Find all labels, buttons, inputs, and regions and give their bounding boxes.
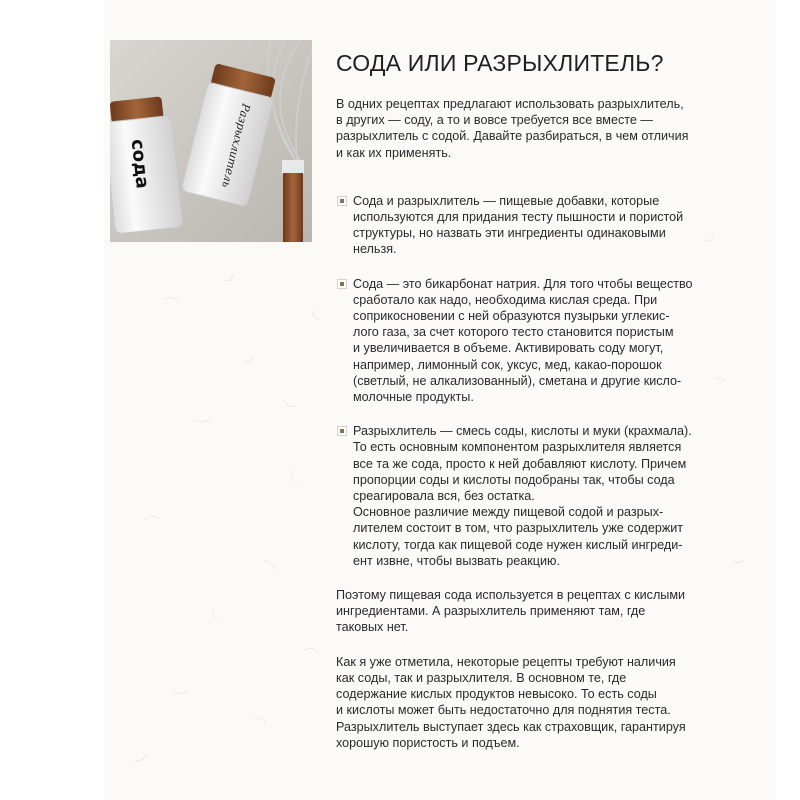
soda-jars-photo: [110, 40, 312, 242]
text-line: Поэтому пищевая сода используется в рецептах с кислыми: [336, 588, 686, 603]
text-line: в других — соду, а то и вовсе требуется все вместе —: [336, 113, 653, 128]
text-line: сработало как надо, необходима кислая среда. При: [353, 292, 658, 307]
text-line: нельзя.: [353, 242, 397, 257]
bullet-square-icon: [337, 196, 347, 206]
text-line: все та же сода, просто к ней добавляют кислоту. Причем: [353, 456, 687, 471]
final-paragraph: [336, 654, 696, 751]
text-line: Сода и разрыхлитель — пищевые добавки, которые: [353, 193, 660, 208]
text-line: среагировала вся, без остатка.: [353, 489, 535, 504]
intro-paragraph: [336, 96, 696, 161]
article-body: [336, 96, 696, 769]
text-line: например, лимонный сок, уксус, мед, какао-порошок: [353, 357, 662, 372]
text-line: разрыхлитель с содой. Давайте разбираться, в чем отличия: [336, 129, 689, 144]
text-line: молочные продукты.: [353, 390, 474, 405]
text-line: структуры, но назвать эти ингредиенты одинаковыми: [353, 226, 666, 241]
bullet-item: [336, 423, 696, 569]
text-line: соприкосновении с ней образуются пузырьки углекис-: [353, 309, 670, 324]
text-line: используются для придания тесту пышности и пористой: [353, 210, 684, 225]
text-line: Сода — это бикарбонат натрия. Для того чтобы вещество: [353, 276, 693, 291]
bullet-item: [336, 193, 696, 258]
text-line: Разрыхлитель — смесь соды, кислоты и муки (крахмала).: [353, 424, 692, 439]
text-line: лого газа, за счет которого тесто становится пористым: [353, 325, 674, 340]
text-line: В одних рецептах предлагают использовать разрыхлитель,: [336, 97, 684, 111]
text-line: кислоту, тогда как пищевой соде нужен кислый ингреди-: [353, 537, 683, 552]
conclusion-paragraph: [336, 587, 696, 636]
text-line: содержание кислых продуктов невысоко. То есть соды: [336, 687, 657, 702]
jar-right-label: Разрыхлитель: [219, 102, 253, 189]
page-title: СОДА ИЛИ РАЗРЫХЛИТЕЛЬ?: [336, 50, 664, 76]
text-line: Как я уже отметила, некоторые рецепты требуют наличия: [336, 654, 676, 669]
bullet-square-icon: [337, 279, 347, 289]
text-line: и увеличивается в объеме. Активировать соду могут,: [353, 341, 664, 356]
text-line: как соды, так и разрыхлителя. В основном те, где: [336, 670, 627, 685]
jar-left-label: сода: [126, 138, 153, 190]
text-line: хорошую пористость и подъем.: [336, 735, 520, 750]
text-line: (светлый, не алкализованный), сметана и другие кисло-: [353, 373, 682, 388]
text-line: пропорции соды и кислоты подобраны так, чтобы сода: [353, 472, 675, 487]
text-line: Разрыхлитель выступает здесь как страховщик, гарантируя: [336, 719, 686, 734]
text-line: ингредиентами. А разрыхлитель применяют там, где: [336, 604, 646, 619]
text-line: лителем состоит в том, что разрыхлитель уже содержит: [353, 521, 684, 536]
text-line: ент извне, чтобы вызвать реакцию.: [353, 553, 560, 568]
text-line: Основное различие между пищевой содой и разрых-: [353, 505, 664, 520]
text-line: и как их применять.: [336, 145, 452, 160]
bullet-square-icon: [337, 426, 347, 436]
text-line: То есть основным компонентом разрыхлителя является: [353, 440, 682, 455]
text-line: и кислоты может быть недостаточно для поднятия теста.: [336, 703, 671, 718]
bullet-item: [336, 276, 696, 406]
text-line: таковых нет.: [336, 620, 409, 635]
